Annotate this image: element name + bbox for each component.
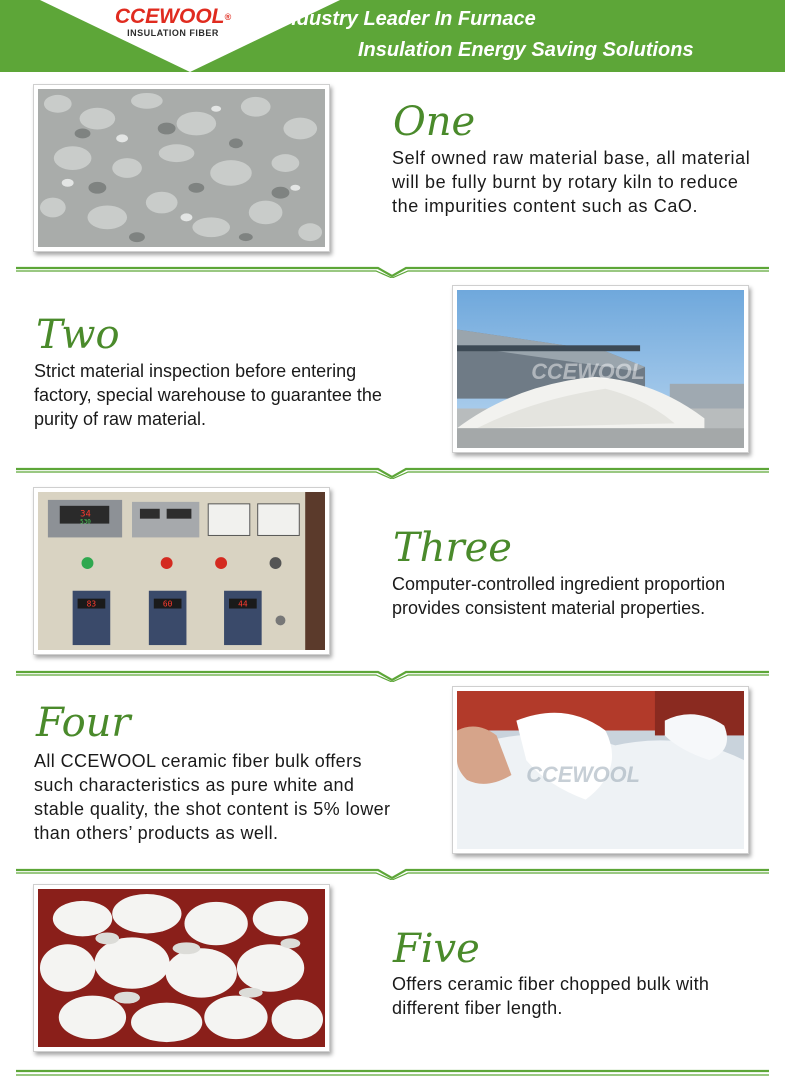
header-tagline-line1: Industry Leader In Furnace (279, 8, 536, 30)
chopped-bulk-photo (33, 884, 330, 1052)
ccewool-logo (108, 6, 238, 39)
section-divider (16, 1066, 769, 1080)
section-divider (16, 668, 769, 682)
section-divider (16, 465, 769, 479)
header-tagline-line2: Insulation Energy Saving Solutions (358, 39, 694, 61)
control-panel-photo (33, 487, 330, 655)
logo-subtitle: INSULATION FIBER (127, 28, 219, 38)
section-text-one: Self owned raw material base, all material will be fully burnt by rotary kiln to reduce the impurities content such as CaO. (392, 148, 751, 216)
fiber-bulk-photo (452, 686, 749, 854)
watermark-text: CCEWOOL (526, 761, 640, 787)
section-divider (16, 264, 769, 278)
readout-right: 44 (238, 599, 248, 609)
raw-material-photo (33, 84, 330, 252)
header-banner (0, 0, 785, 72)
readout-middle: 60 (162, 599, 173, 609)
gravel-image (38, 89, 325, 247)
section-title-one: One (393, 99, 476, 145)
section-divider (16, 866, 769, 880)
section-title-five: Five (393, 926, 480, 972)
control-panel-image (38, 492, 325, 650)
section-title-four: Four (36, 700, 131, 746)
section-text-three: Computer-controlled ingredient proportion provides consistent material properties. (392, 574, 726, 618)
section-text-five: Offers ceramic fiber chopped bulk with different fiber length. (392, 974, 710, 1018)
readout-left: 83 (86, 599, 97, 609)
section-title-two: Two (36, 312, 120, 358)
section-title-three: Three (393, 525, 512, 571)
section-text-four: All CCEWOOL ceramic fiber bulk offers such characteristics as pure white and stable quality, the shot content is 5% lower than others’ products as well. (34, 751, 391, 843)
warehouse-photo (452, 285, 749, 453)
chopped-bulk-image (38, 889, 325, 1047)
readout-top-sub: 530 (80, 518, 91, 526)
warehouse-image (457, 290, 744, 448)
watermark-text: CCEWOOL (531, 358, 645, 384)
logo-wordmark: CCEWOOL® (114, 5, 232, 28)
section-text-two: Strict material inspection before entering factory, special warehouse to guarantee the purity of raw material. (34, 361, 382, 429)
fiber-bulk-image (457, 691, 744, 849)
readout-top: 34 (80, 509, 91, 520)
